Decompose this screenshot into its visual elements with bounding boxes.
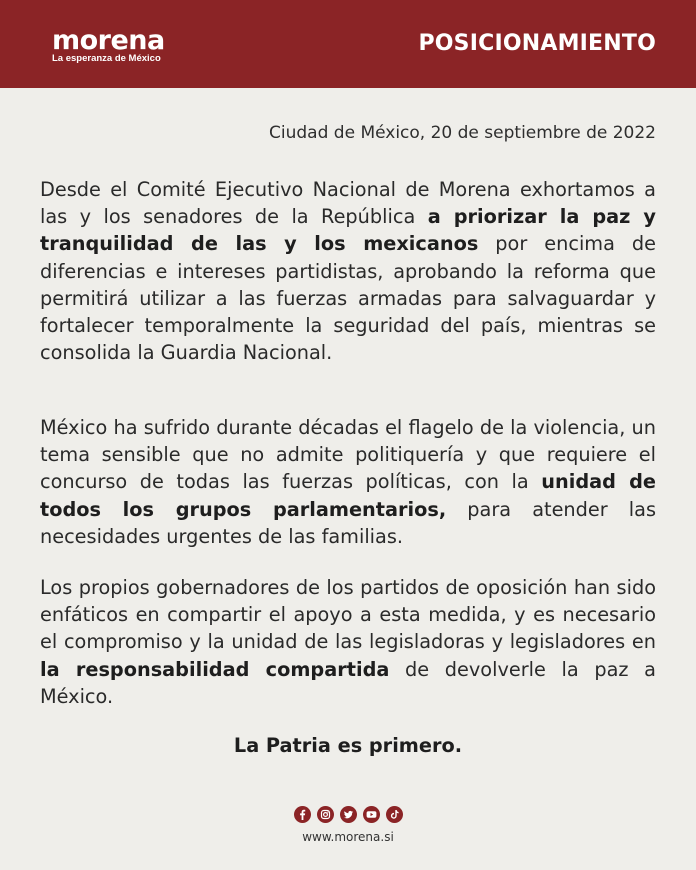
twitter-icon[interactable]: [340, 806, 357, 823]
paragraph-1-bold: a priorizar la paz y tranquilidad de las y los mexicanos: [40, 205, 656, 256]
social-icons: [0, 806, 696, 823]
website-link[interactable]: www.morena.si: [302, 830, 394, 844]
paragraph-2: [40, 414, 656, 550]
instagram-icon[interactable]: [317, 806, 334, 823]
paragraph-3-bold: la responsabilidad compartida: [40, 657, 390, 681]
morena-logo: [52, 27, 165, 65]
paragraph-2-text-b: para atender las necesidades urgentes de las familias.: [40, 497, 656, 548]
logo-tagline: La esperanza de México: [52, 53, 161, 64]
closing-slogan: La Patria es primero.: [233, 734, 463, 757]
header-bar: [0, 0, 696, 88]
date-line: Ciudad de México, 20 de septiembre de 2022: [269, 123, 656, 143]
paragraph-2-text-a: México ha sufrido durante décadas el flagelo de la violencia, un tema sensible que no admite politiquería y que requiere el concurso de todas las fuerzas políticas, con la: [40, 416, 656, 494]
paragraph-3: [40, 574, 656, 710]
paragraph-1: [40, 176, 656, 366]
logo-wordmark: morena: [52, 25, 165, 56]
youtube-icon[interactable]: [363, 806, 380, 823]
paragraph-1-text-b: por encima de diferencias e intereses partidistas, aprobando la reforma que permitirá utilizar a las fuerzas armadas para salvaguardar y fortalecer temporalmente la seguridad del país, mientras se consolida la Guardia Nacional.: [40, 232, 656, 365]
facebook-icon[interactable]: [294, 806, 311, 823]
paragraph-3-text-b: de devolverle la paz a México.: [40, 657, 656, 708]
header-title: POSICIONAMIENTO: [418, 31, 656, 56]
paragraph-1-text-a: Desde el Comité Ejecutivo Nacional de Morena exhortamos a las y los senadores de la República: [40, 178, 656, 229]
tiktok-icon[interactable]: [386, 806, 403, 823]
paragraph-2-bold: unidad de todos los grupos parlamentarios,: [40, 470, 656, 521]
paragraph-3-text-a: Los propios gobernadores de los partidos de oposición han sido enfáticos en compartir el apoyo a esta medida, y es necesario el compromiso y la unidad de las legisladoras y legisladores en: [40, 576, 656, 654]
